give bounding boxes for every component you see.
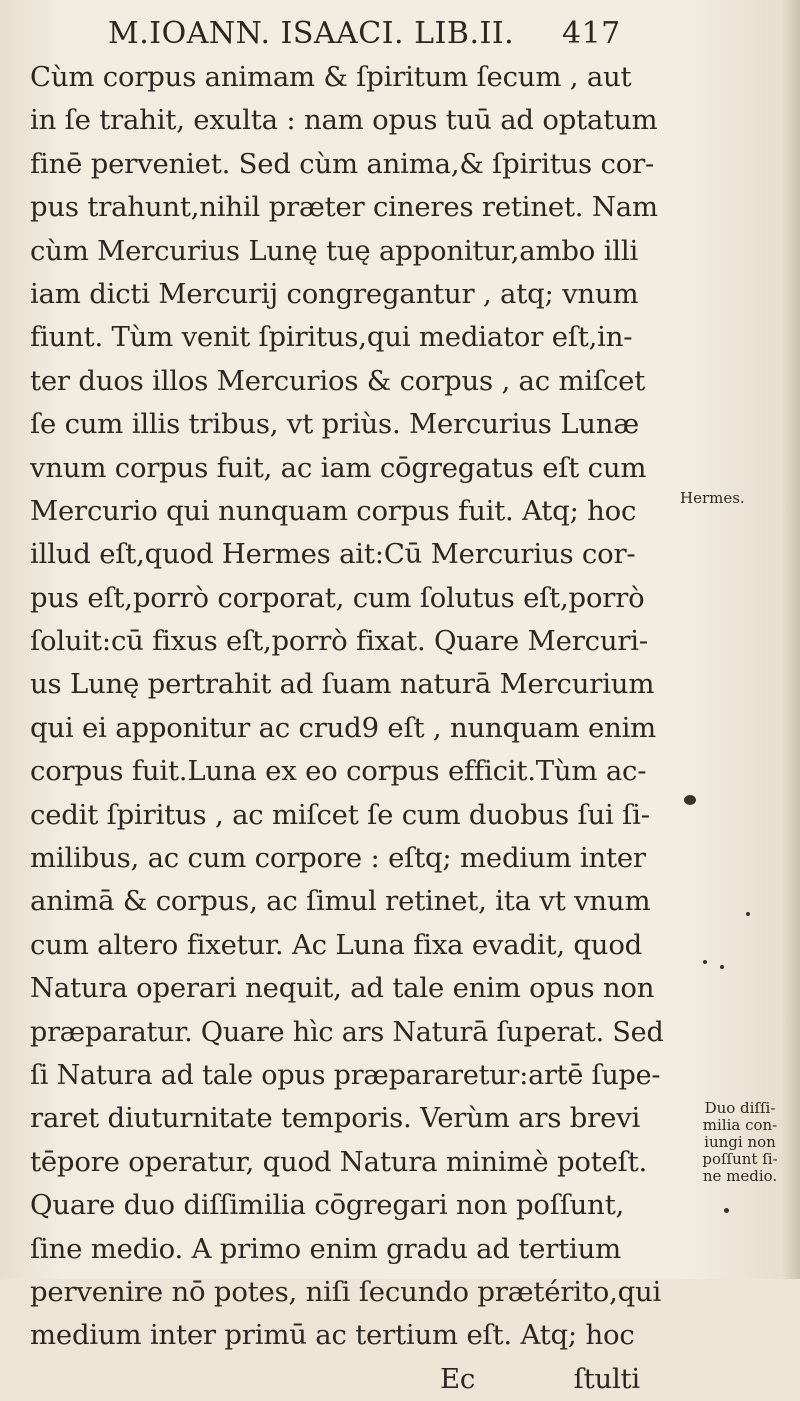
text-line: raret diuturnitate temporis. Verùm ars brevi <box>30 1102 641 1135</box>
ink-speck-mark <box>720 965 724 969</box>
margin-note-line: milia con- <box>702 1116 778 1134</box>
text-line: in ſe trahit, exulta : nam opus tuū ad optatum <box>30 104 658 137</box>
text-line: ſoluit:cū fixus eſt,porrò fixat. Quare Mercuri- <box>30 625 648 658</box>
text-line: ſe cum illis tribus, vt priùs. Mercurius Lunæ <box>30 408 639 441</box>
text-line: tēpore operatur, quod Natura minimè poteſt. <box>30 1145 648 1178</box>
page-number: 417 <box>562 16 621 51</box>
ink-speck-mark <box>724 1208 729 1213</box>
text-line: Natura operari nequit, ad tale enim opus non <box>30 972 655 1005</box>
text-line: Mercurio qui nunquam corpus fuit. Atq; hoc <box>30 494 637 527</box>
ink-speck-mark <box>703 960 707 964</box>
margin-note-line: ne medio. <box>702 1167 778 1185</box>
catchword: Ec ſtulti <box>440 1362 640 1395</box>
text-line: us Lunę pertrahit ad ſuam naturā Mercurium <box>30 668 655 701</box>
text-line: pervenire nō potes, niſi ſecundo prætérito,qui <box>30 1275 662 1308</box>
text-line: ſi Natura ad tale opus præpararetur:artē ſupe- <box>30 1059 661 1091</box>
text-line: Quare duo diſſimilia cōgregari non poſſunt, <box>30 1189 625 1222</box>
text-line: fiunt. Tùm venit ſpiritus,qui mediator eſt,in- <box>30 321 633 354</box>
text-line: qui ei apponitur ac crud9 eſt , nunquam enim <box>30 711 657 744</box>
text-line: Cùm corpus animam & ſpiritum ſecum , aut <box>30 61 632 93</box>
margin-note-line: Duo diſſi- <box>704 1099 776 1117</box>
ink-speck-mark <box>746 912 750 916</box>
text-line: cum altero fixetur. Ac Luna fixa evadit, quod <box>30 928 643 961</box>
text-line: corpus fuit.Luna ex eo corpus efficit.Tùm ac- <box>30 755 647 788</box>
margin-note-hermes: Hermes. <box>680 489 745 507</box>
text-line: ſine medio. A primo enim gradu ad tertium <box>30 1232 621 1265</box>
text-line: iam dicti Mercurij congregantur , atq; vnum <box>30 277 639 310</box>
text-line: medium inter primū ac tertium eſt. Atq; hoc <box>30 1319 635 1352</box>
text-line: illud eſt,quod Hermes ait:Cū Mercurius cor- <box>30 538 636 571</box>
page-edge-shadow <box>782 0 800 1279</box>
text-line: animā & corpus, ac ſimul retinet, ita vt vnum <box>30 885 651 918</box>
text-line: cùm Mercurius Lunę tuę apponitur,ambo illi <box>30 234 639 267</box>
margin-note-line: poſſunt ſi- <box>702 1150 778 1168</box>
margin-note-line: iungi non <box>704 1133 776 1151</box>
text-line: milibus, ac cum corpore : eſtq; medium inter <box>30 842 646 875</box>
text-line: præparatur. Quare hìc ars Naturā ſuperat. Sed <box>30 1016 664 1048</box>
ink-blot-mark <box>684 795 696 805</box>
text-line: finē perveniet. Sed cùm anima,& ſpiritus cor- <box>30 147 655 180</box>
page-header <box>108 16 668 56</box>
margin-note-duo <box>690 1100 790 1185</box>
main-text-block <box>30 56 670 1401</box>
text-line: pus eſt,porrò corporat, cum ſolutus eſt,porrò <box>30 581 645 614</box>
text-line: cedit ſpiritus , ac miſcet ſe cum duobus ſui ſi- <box>30 798 650 831</box>
text-line: pus trahunt,nihil præter cineres retinet. Nam <box>30 191 658 224</box>
text-line: ter duos illos Mercurios & corpus , ac miſcet <box>30 364 646 397</box>
text-line: vnum corpus fuit, ac iam cōgregatus eſt cum <box>30 451 647 484</box>
running-title: M.IOANN. ISAACI. LIB.II. <box>108 16 515 51</box>
